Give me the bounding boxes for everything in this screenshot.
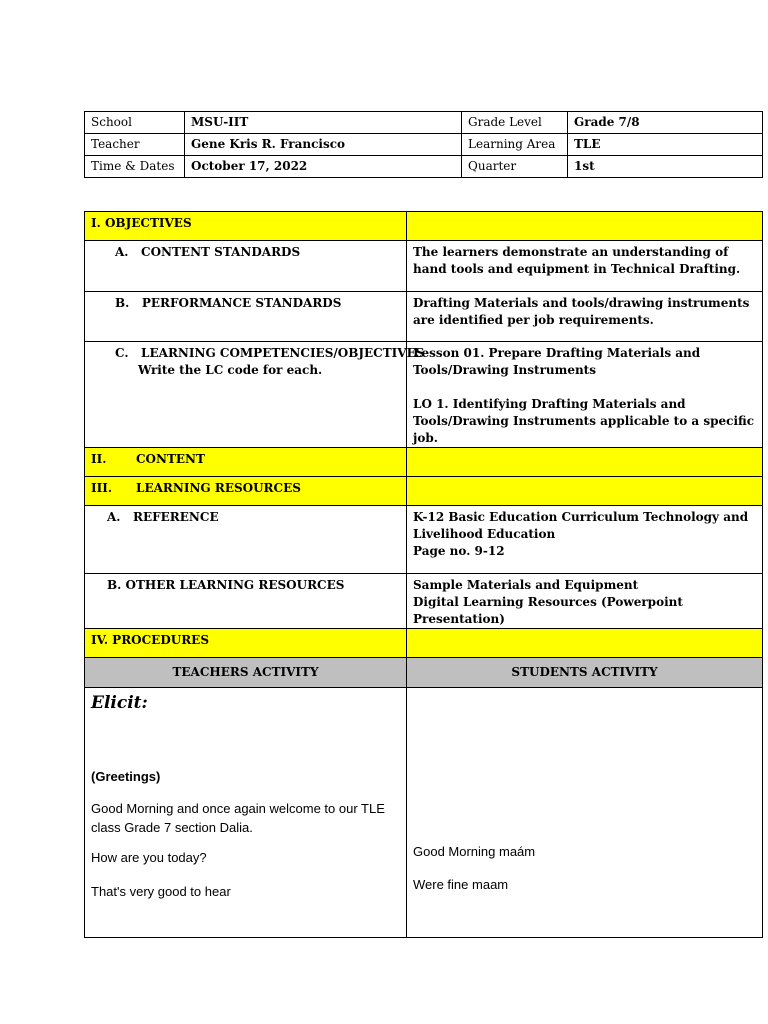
- competencies-cell: [85, 342, 425, 448]
- teacher-label: Teacher: [85, 134, 185, 156]
- info-row: [85, 156, 763, 178]
- procedures-columns-row: [85, 658, 763, 688]
- grade-label: Grade Level: [462, 112, 568, 134]
- objectives-header: I. OBJECTIVES: [85, 212, 407, 241]
- content-standards-label: A. CONTENT STANDARDS: [85, 241, 407, 292]
- reference-row: [85, 506, 763, 574]
- reference-value-2: Page no. 9-12: [413, 544, 505, 558]
- area-value: TLE: [568, 134, 763, 156]
- competencies-label: C. LEARNING COMPETENCIES/OBJECTIVES: [115, 346, 425, 360]
- resources-row: [85, 477, 763, 506]
- content-standards-row: [85, 241, 763, 292]
- objectives-header-row: [85, 212, 763, 241]
- time-label: Time & Dates: [85, 156, 185, 178]
- other-resources-value-cell: [407, 574, 763, 629]
- competencies-sub: Write the LC code for each.: [138, 363, 323, 377]
- content-num: II.: [91, 452, 107, 466]
- other-resources-value-2: Digital Learning Resources (Powerpoint Presentation): [413, 595, 683, 626]
- content-row: [85, 448, 763, 477]
- teacher-line: How are you today?: [91, 850, 207, 865]
- teacher-activity-cell: [85, 688, 407, 938]
- students-activity-header: STUDENTS ACTIVITY: [407, 658, 763, 688]
- competencies-value-2: LO 1. Identifying Drafting Materials and Tools/Drawing Instruments applicable to a specific job.: [413, 397, 755, 445]
- empty-cell: [407, 629, 763, 658]
- other-resources-label: B. OTHER LEARNING RESOURCES: [85, 574, 407, 629]
- greetings-label: (Greetings): [91, 769, 161, 784]
- grade-value: Grade 7/8: [568, 112, 763, 134]
- reference-label: A. REFERENCE: [85, 506, 407, 574]
- performance-standards-label: B. PERFORMANCE STANDARDS: [85, 292, 407, 342]
- procedures-content-row: [85, 688, 763, 938]
- empty-cell: [407, 448, 763, 477]
- other-resources-value-1: Sample Materials and Equipment: [413, 578, 639, 592]
- procedures-header: IV. PROCEDURES: [85, 629, 407, 658]
- info-row: [85, 134, 763, 156]
- reference-value-cell: [407, 506, 763, 574]
- reference-value-1: K-12 Basic Education Curriculum Technology and Livelihood Education: [413, 510, 749, 541]
- quarter-label: Quarter: [462, 156, 568, 178]
- school-value: MSU-IIT: [185, 112, 462, 134]
- time-value: October 17, 2022: [185, 156, 462, 178]
- area-label: Learning Area: [462, 134, 568, 156]
- performance-standards-value: Drafting Materials and tools/drawing instruments are identified per job requirements.: [407, 292, 763, 342]
- content-label: CONTENT: [136, 452, 205, 466]
- competencies-value-cell: [407, 342, 763, 448]
- teacher-value: Gene Kris R. Francisco: [185, 134, 462, 156]
- student-line: Were fine maam: [413, 877, 509, 892]
- content-standards-value: The learners demonstrate an understanding of hand tools and equipment in Technical Drafting.: [407, 241, 763, 292]
- content-header: [85, 448, 407, 477]
- info-row: [85, 112, 763, 134]
- teacher-line: That's very good to hear: [91, 884, 231, 899]
- competencies-row: [85, 342, 763, 448]
- teachers-activity-header: TEACHERS ACTIVITY: [85, 658, 407, 688]
- elicit-heading: Elicit:: [91, 693, 148, 713]
- empty-cell: [407, 212, 763, 241]
- performance-standards-row: [85, 292, 763, 342]
- empty-cell: [407, 477, 763, 506]
- resources-label: LEARNING RESOURCES: [136, 481, 301, 495]
- other-resources-row: [85, 574, 763, 629]
- resources-num: III.: [91, 481, 113, 495]
- school-label: School: [85, 112, 185, 134]
- student-line: Good Morning maám: [413, 844, 536, 859]
- student-activity-cell: [407, 688, 763, 938]
- school-info-table: [84, 111, 763, 178]
- procedures-header-row: [85, 629, 763, 658]
- competencies-value-1: Lesson 01. Prepare Drafting Materials and Tools/Drawing Instruments: [413, 346, 701, 377]
- quarter-value: 1st: [568, 156, 763, 178]
- teacher-line: Good Morning and once again welcome to our TLE class Grade 7 section Dalia.: [91, 801, 385, 835]
- resources-header: [85, 477, 407, 506]
- lesson-plan-table: [84, 211, 763, 938]
